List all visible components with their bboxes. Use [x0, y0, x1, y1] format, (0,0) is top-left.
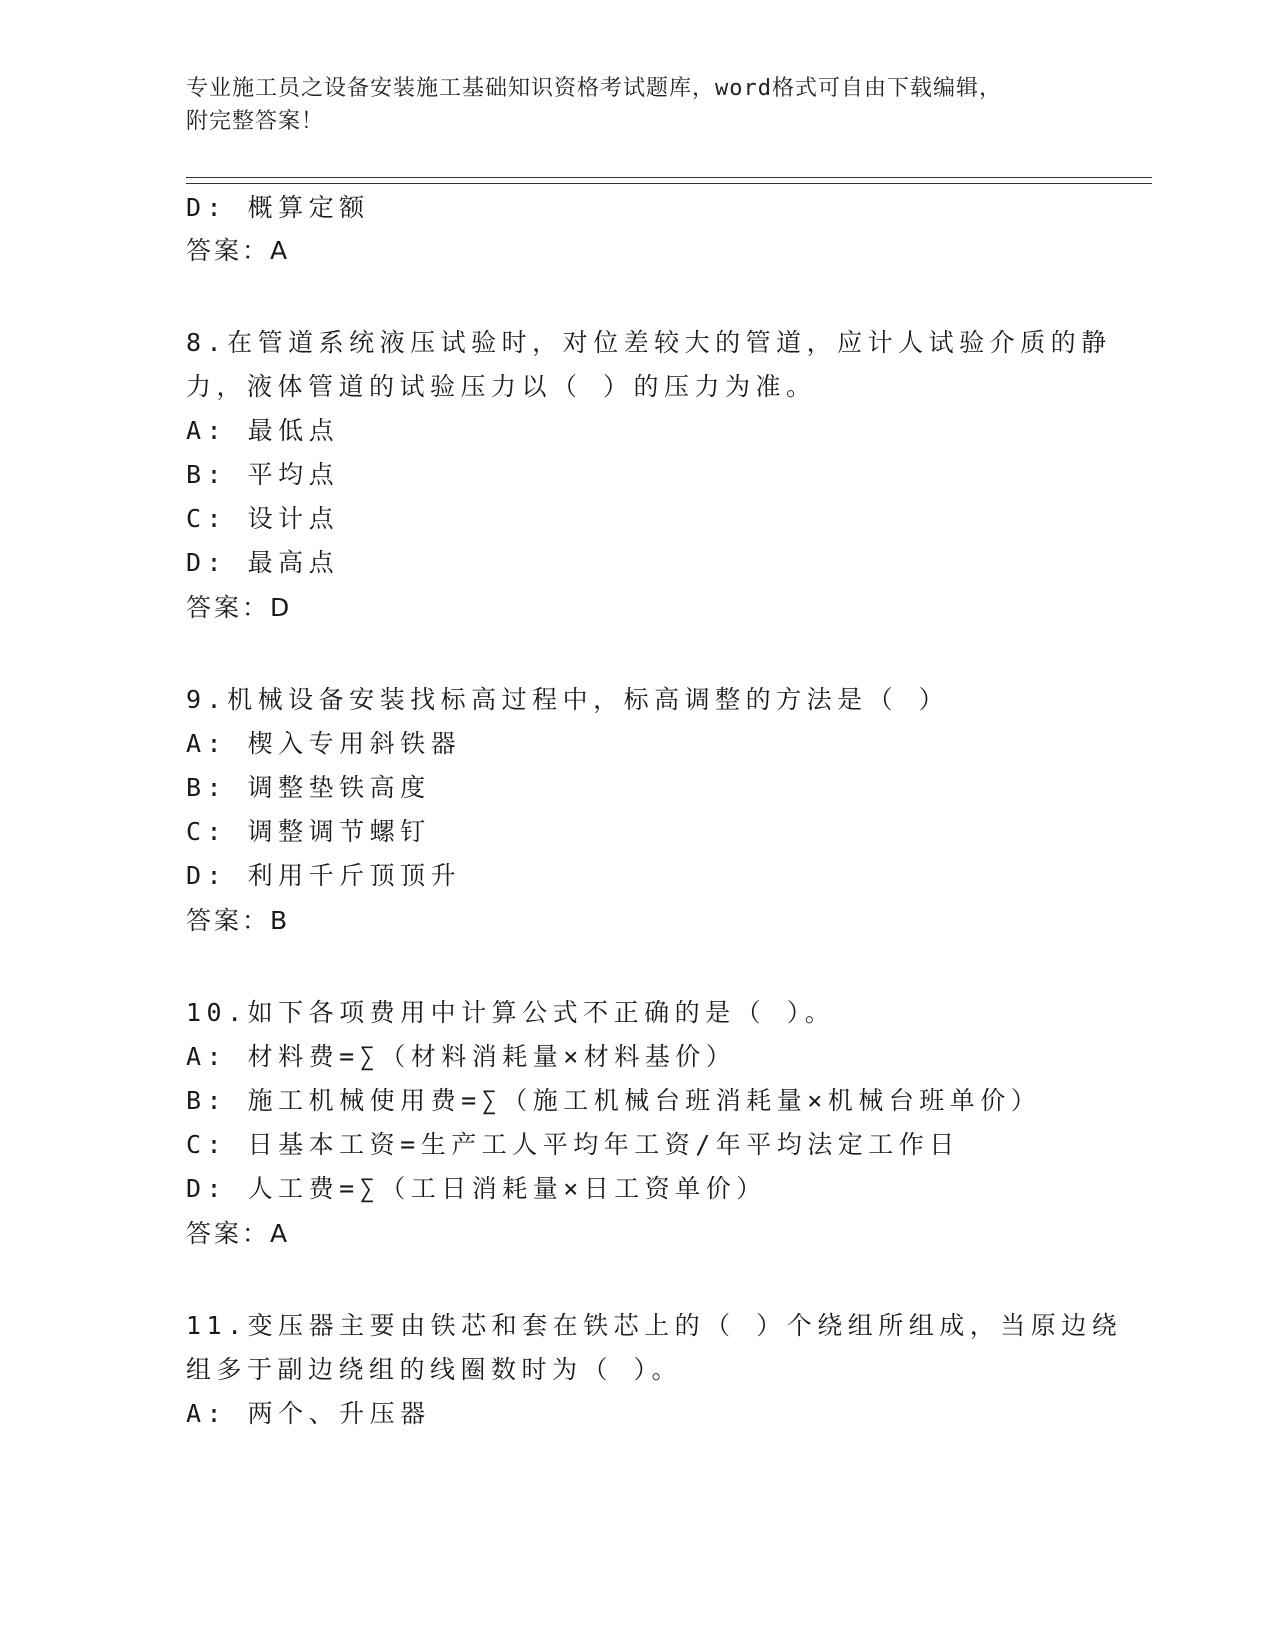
header-divider-bottom: [186, 183, 1152, 184]
q10-option-b: B: 施工机械使用费=∑（施工机械台班消耗量×机械台班单价）: [186, 1086, 1042, 1115]
q8-answer: 答案：D: [186, 593, 293, 622]
header-line-2: 附完整答案！: [186, 109, 325, 134]
q11-option-a: A: 两个、升压器: [186, 1399, 431, 1428]
q9-answer: 答案：B: [186, 906, 291, 935]
q10-option-c: C: 日基本工资=生产工人平均年工资/年平均法定工作日: [186, 1130, 960, 1159]
q9-option-d: D: 利用千斤顶顶升: [186, 861, 462, 890]
q10-option-d: D: 人工费=∑（工日消耗量×日工资单价）: [186, 1174, 767, 1203]
q11-stem-line-2: 组多于副边绕组的线圈数时为（ ）。: [186, 1355, 683, 1384]
header-divider-top: [186, 177, 1152, 178]
q9-option-c: C: 调整调节螺钉: [186, 817, 431, 846]
q8-option-b: B: 平均点: [186, 460, 340, 489]
q11-stem-line-1: 11.变压器主要由铁芯和套在铁芯上的（ ）个绕组所组成，当原边绕: [186, 1311, 1123, 1340]
q9-option-b: B: 调整垫铁高度: [186, 773, 431, 802]
header-line-1: 专业施工员之设备安装施工基础知识资格考试题库，word格式可自由下载编辑，: [186, 76, 1002, 101]
q10-option-a: A: 材料费=∑（材料消耗量×材料基价）: [186, 1042, 737, 1071]
q9-stem-line-1: 9.机械设备安装找标高过程中，标高调整的方法是（ ）: [186, 685, 950, 714]
q8-option-c: C: 设计点: [186, 504, 340, 533]
prev-answer: 答案：A: [186, 236, 291, 265]
q10-answer: 答案：A: [186, 1219, 291, 1248]
page-header: [186, 72, 1066, 138]
q10-stem-line-1: 10.如下各项费用中计算公式不正确的是（ ）。: [186, 998, 836, 1027]
q9-option-a: A: 楔入专用斜铁器: [186, 729, 462, 758]
q8-option-a: A: 最低点: [186, 416, 340, 445]
q8-stem-line-2: 力，液体管道的试验压力以（ ）的压力为准。: [186, 372, 817, 401]
q8-stem-line-1: 8.在管道系统液压试验时，对位差较大的管道，应计人试验介质的静: [186, 328, 1112, 357]
prev-option-d: D: 概算定额: [186, 193, 370, 222]
q8-option-d: D: 最高点: [186, 548, 340, 577]
